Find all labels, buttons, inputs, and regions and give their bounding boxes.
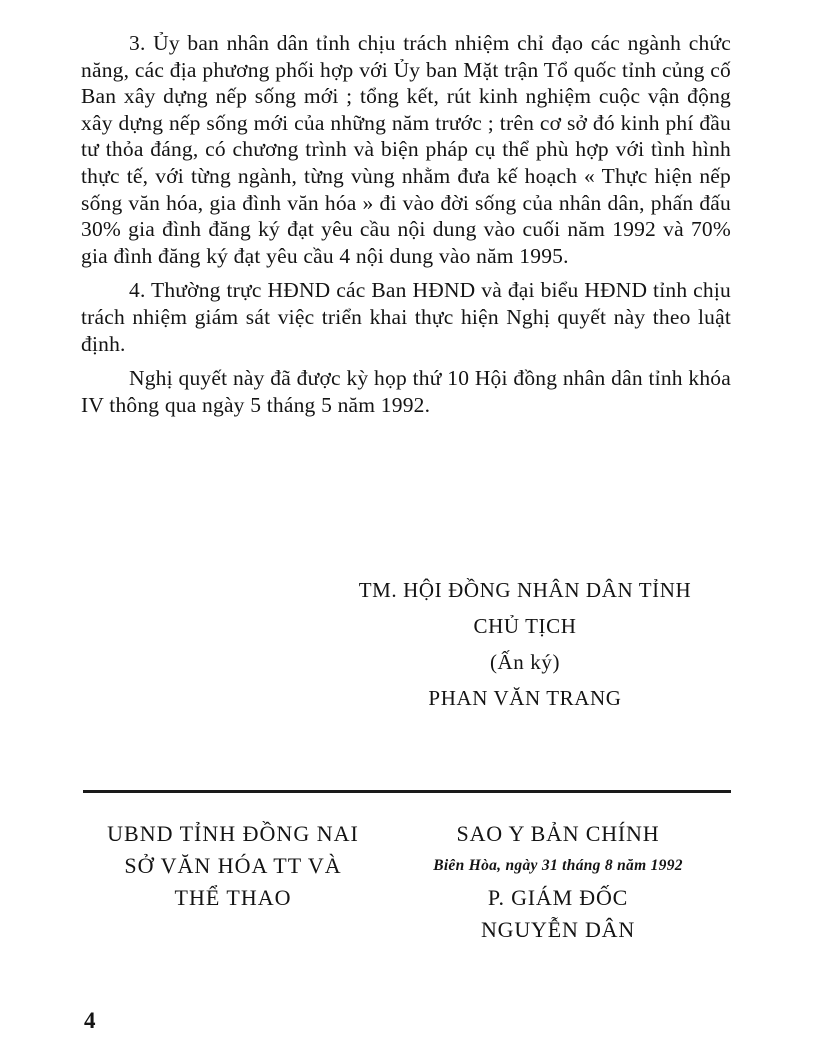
signature-signed-note: (Ấn ký) — [489, 650, 561, 674]
paragraph-adoption: Nghị quyết này đã được kỳ họp thứ 10 Hội đồng nhân dân tỉnh khóa IV thông qua ngày 5 tháng 5 năm 1992. — [81, 366, 731, 417]
copy-signer-title: P. GIÁM ĐỐC — [487, 885, 629, 910]
signature-name: PHAN VĂN TRANG — [428, 686, 622, 710]
paragraph-article-4: 4. Thường trực HĐND các Ban HĐND và đại biểu HĐND tỉnh chịu trách nhiệm giám sát việc triển khai thực hiện Nghị quyết này theo luật định. — [81, 278, 731, 356]
copy-place-date: Biên Hòa, ngày 31 tháng 8 năm 1992 — [433, 857, 683, 874]
council-signature-block — [300, 572, 750, 716]
page-number: 4 — [84, 1008, 96, 1033]
signature-on-behalf: TM. HỘI ĐỒNG NHÂN DÂN TỈNH — [358, 578, 692, 602]
signature-title: CHỦ TỊCH — [473, 614, 577, 638]
resolution-body — [81, 30, 731, 418]
section-divider — [83, 790, 731, 793]
issuer-line-2: SỞ VĂN HÓA TT VÀ — [124, 853, 342, 878]
issuer-line-3: THỂ THAO — [174, 885, 292, 910]
copy-heading: SAO Y BẢN CHÍNH — [456, 821, 660, 846]
copy-certification-block — [378, 818, 738, 946]
paragraph-article-3: 3. Ủy ban nhân dân tỉnh chịu trách nhiệm chỉ đạo các ngành chức năng, các địa phương phối hợp với Ủy ban Mặt trận Tổ quốc tỉnh củng cố Ban xây dựng nếp sống mới ; tổng kết, rút kinh nghiệm cuộc vận động xây dựng nếp sống mới của những năm trước ; trên cơ sở đó kinh phí đầu tư thỏa đáng, có chương trình và biện pháp cụ thể phù hợp với tình hình thực tế, với từng ngành, từng vùng nhằm đưa kế hoạch « Thực hiện nếp sống văn hóa, gia đình văn hóa » đi vào đời sống của nhân dân, phấn đấu 30% gia đình đăng ký đạt yêu cầu nội dung vào cuối năm 1992 và 70% gia đình đăng ký đạt yêu cầu 4 nội dung vào năm 1995. — [81, 31, 731, 268]
copy-issuer-block — [83, 818, 383, 914]
copy-signer-name: NGUYỄN DÂN — [480, 917, 636, 942]
issuer-line-1: UBND TỈNH ĐỒNG NAI — [107, 821, 359, 846]
